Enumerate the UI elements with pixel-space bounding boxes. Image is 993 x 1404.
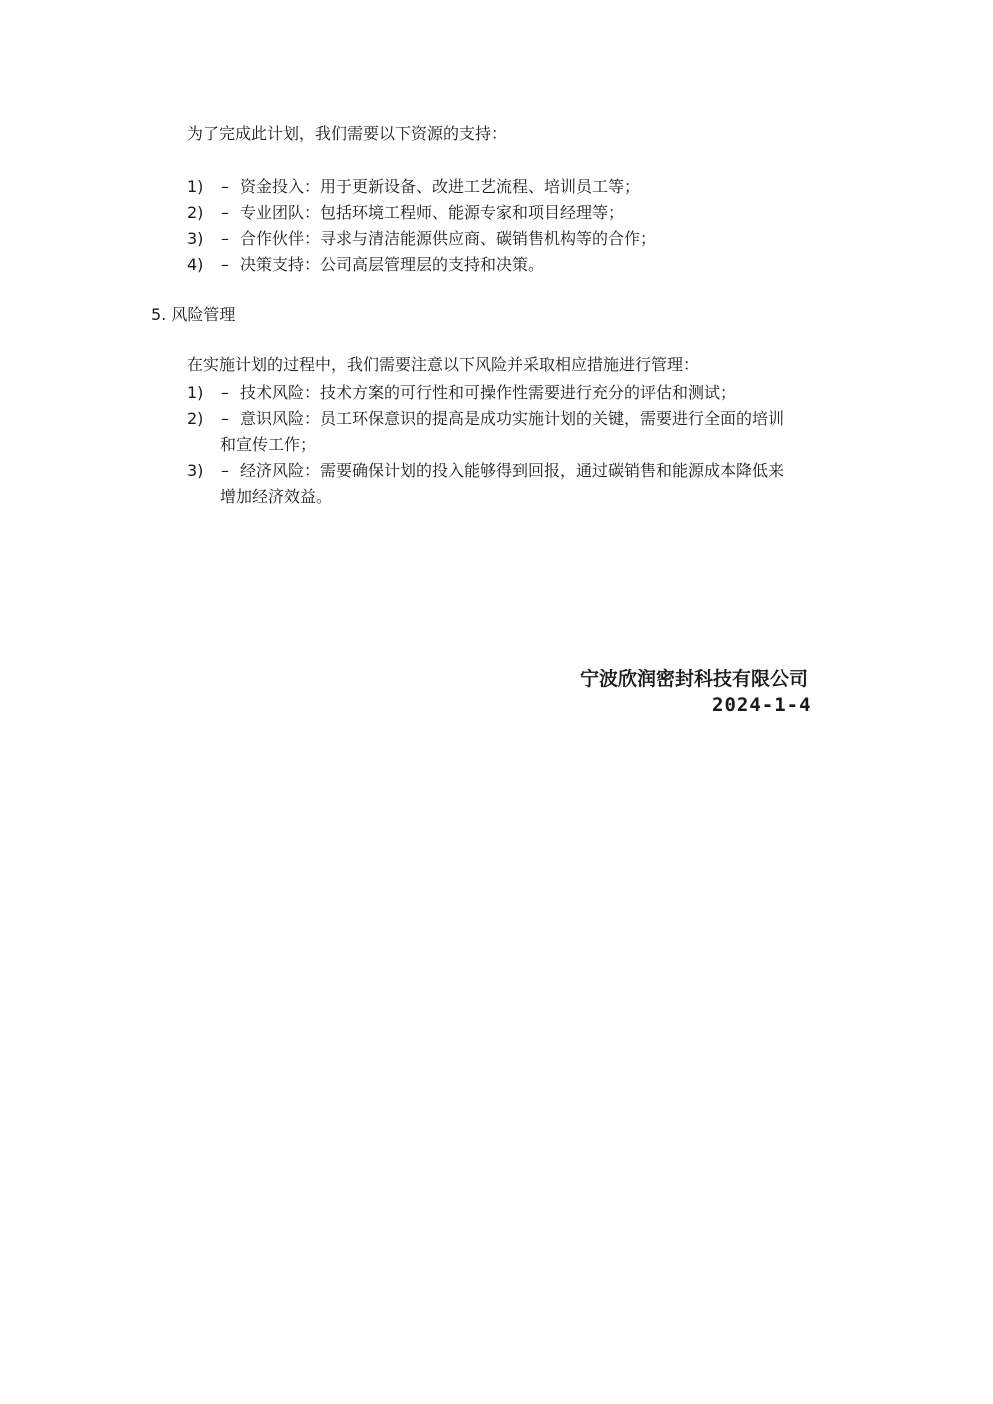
list-text: 资金投入：用于更新设备、改进工艺流程、培训员工等； — [240, 177, 641, 196]
resource-item-4 — [187, 252, 847, 278]
resource-item-1 — [187, 174, 847, 200]
list-dash: – — [221, 203, 229, 222]
list-number: 4) — [187, 255, 204, 274]
list-text-line: 经济风险：需要确保计划的投入能够得到回报，通过碳销售和能源成本降低来 — [240, 461, 785, 480]
risk-item-3 — [187, 458, 847, 510]
list-text-continuation: 和宣传工作； — [220, 435, 317, 454]
list-number: 3) — [187, 461, 204, 480]
resource-item-2 — [187, 200, 847, 226]
list-text: 技术风险：技术方案的可行性和可操作性需要进行充分的评估和测试； — [240, 383, 737, 402]
list-dash: – — [221, 409, 229, 428]
list-text-line: 意识风险：员工环保意识的提高是成功实施计划的关键，需要进行全面的培训 — [240, 409, 785, 428]
list-dash: – — [221, 255, 229, 274]
list-number: 1) — [187, 177, 204, 196]
risk-item-2 — [187, 406, 847, 458]
list-text: 专业团队：包括环境工程师、能源专家和项目经理等； — [240, 203, 625, 222]
list-dash: – — [221, 383, 229, 402]
list-dash: – — [221, 177, 229, 196]
list-number: 2) — [187, 203, 204, 222]
risk-intro: 在实施计划的过程中，我们需要注意以下风险并采取相应措施进行管理： — [187, 355, 700, 374]
resources-intro: 为了完成此计划，我们需要以下资源的支持： — [187, 124, 508, 143]
resource-item-3 — [187, 226, 847, 252]
list-number: 1) — [187, 383, 204, 402]
section-heading-risk: 5. 风险管理 — [151, 305, 236, 324]
signature-company: 宁波欣润密封科技有限公司 — [580, 668, 809, 690]
list-text-continuation: 增加经济效益。 — [220, 487, 333, 506]
list-text: 决策支持：公司高层管理层的支持和决策。 — [240, 255, 545, 274]
list-number: 2) — [187, 409, 204, 428]
list-text — [220, 406, 847, 458]
signature-date: 2024-1-4 — [712, 694, 812, 716]
list-dash: – — [221, 461, 229, 480]
list-dash: – — [221, 229, 229, 248]
list-text — [220, 458, 847, 510]
list-text: 合作伙伴：寻求与清洁能源供应商、碳销售机构等的合作； — [240, 229, 657, 248]
list-number: 3) — [187, 229, 204, 248]
risk-item-1 — [187, 380, 847, 406]
